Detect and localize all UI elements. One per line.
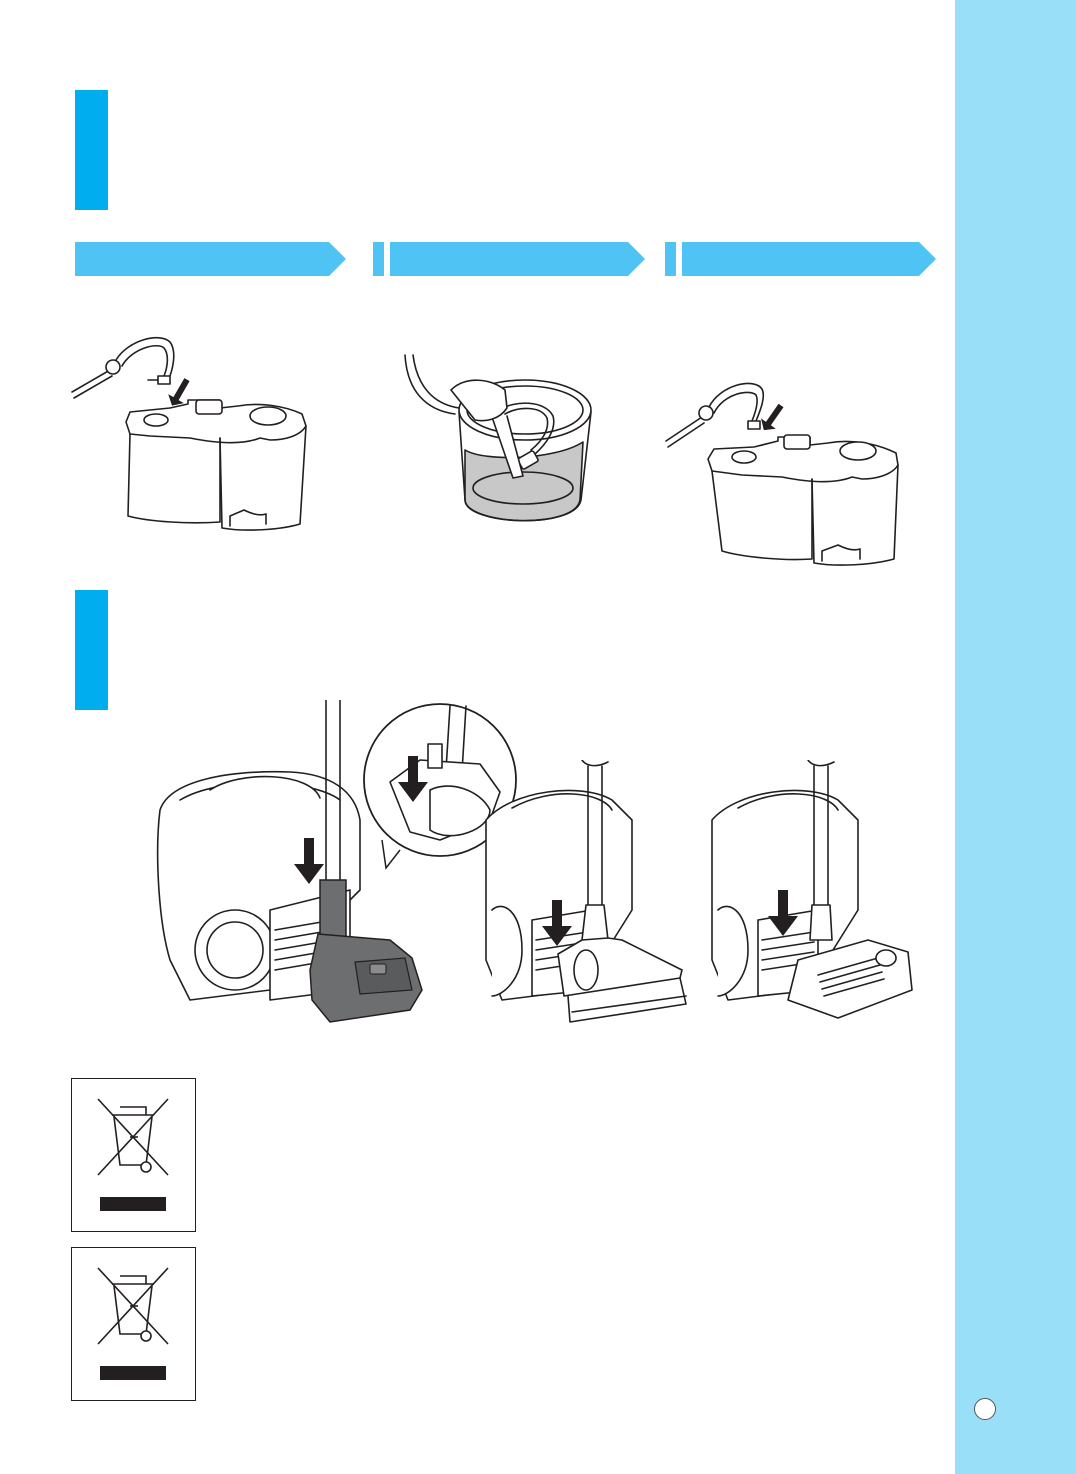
step-banner-2 [373, 242, 647, 276]
crossed-out-wheelie-bin-icon [72, 1079, 195, 1231]
hose-detach-figure [70, 330, 320, 540]
weee-symbol-box-1 [71, 1078, 196, 1232]
vacuum-floor-squeegee-figure [482, 760, 692, 1035]
step-banner-3 [665, 242, 939, 276]
vacuum-turbo-brush-figure [150, 700, 520, 1030]
crossed-out-wheelie-bin-icon [72, 1248, 195, 1400]
section-marker-1 [75, 90, 108, 210]
right-sidebar [955, 0, 1076, 1474]
hose-attach-figure [662, 375, 912, 570]
hose-wash-figure [395, 350, 605, 550]
vacuum-floor-brush-figure [708, 760, 918, 1030]
page-number-marker [974, 1398, 996, 1420]
weee-symbol-box-2 [71, 1247, 196, 1401]
section-marker-2 [75, 590, 108, 710]
step-banner-1 [75, 242, 347, 276]
